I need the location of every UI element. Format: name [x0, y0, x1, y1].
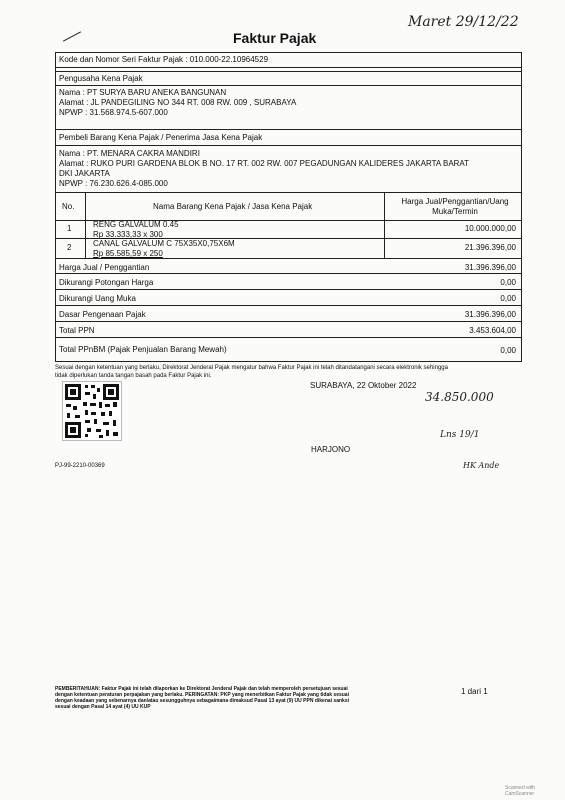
summary-ppnbm: Total PPnBM (Pajak Penjualan Barang Mewah) 0,00: [59, 345, 516, 355]
pembeli-nama: Nama : PT. MENARA CAKRA MANDIRI: [59, 149, 200, 158]
footer-notice: PEMBERITAHUAN: Faktur Pajak ini telah dilaporkan ke Direktorat Jenderal Pajak dan telah memperoleh persetujuan sesuai dengan ketentuan peraturan perpajakan yang berlaku. PERINGATAN: PKP yang menerbitkan Faktur Pajak yang tidak sesuai dengan keadaan yang sebenarnya dan/atau sesungguhnya sebagaimana dimaksud Pasal 13 ayat (9) UU PPN dikenai sanksi sesuai dengan Pasal 14 ayat (4) UU KUP: [55, 686, 349, 710]
col-no: No.: [62, 202, 75, 211]
pembeli-alamat: Alamat : RUKO PURI GARDENA BLOK B NO. 17 RT. 002 RW. 007 PEGADUNGAN KALIDERES JAKARTA BARAT: [59, 159, 470, 168]
qr-code: [62, 381, 122, 441]
pen-mark: [63, 31, 81, 41]
qr-code-icon: [63, 382, 121, 440]
reference-number: PJ-99-2210-00369: [55, 463, 105, 469]
summary-ppn: Total PPN 3.453.604,00: [55, 322, 522, 338]
pkp-npwp: NPWP : 31.568.974.5-607.000: [59, 108, 168, 117]
pembeli-npwp: NPWP : 76.230.626.4-085.000: [59, 179, 168, 188]
pkp-bottom-border: [55, 118, 522, 130]
pkp-alamat: Alamat : JL PANDEGILING NO 344 RT. 008 RW. 009 , SURABAYA: [59, 98, 297, 107]
table-row: 2 CANAL GALVALUM C 75X35X0,75X6M Rp 85.585,59 x 250 21.396.396,00: [67, 239, 516, 258]
summary-harga-jual: Harga Jual / Penggantian 31.396.396,00: [55, 258, 522, 274]
pembeli-header: Pembeli Barang Kena Pajak / Penerima Jasa Kena Pajak: [55, 130, 522, 146]
kode-text: Kode dan Nomor Seri Faktur Pajak : 010.000-22.10964529: [59, 55, 269, 64]
handwritten-note: Lns 19/1: [440, 430, 480, 440]
kode-row: [55, 52, 522, 68]
table-row: 1 RENG GALVALUM 0.45 Rp 33.333,33 x 300 10.000.000,00: [55, 220, 522, 239]
items-table: [55, 193, 522, 258]
signer-name: HARJONO: [311, 445, 351, 454]
summary-potongan: Dikurangi Potongan Harga 0,00: [55, 274, 522, 290]
pembeli-alamat-2: DKI JAKARTA: [59, 169, 110, 178]
handwritten-date: Maret 29/12/22: [408, 14, 519, 30]
scanner-watermark: Scanned with CamScanner: [505, 785, 536, 797]
place-date: SURABAYA, 22 Oktober 2022: [310, 381, 417, 390]
summary-uang-muka: Dikurangi Uang Muka 0,00: [55, 290, 522, 306]
handwritten-initials: HK Ande: [463, 461, 500, 470]
summary-dpp: Dasar Pengenaan Pajak 31.396.396,00: [55, 306, 522, 322]
pkp-header: Pengusaha Kena Pajak: [55, 72, 522, 86]
pkp-nama: Nama : PT SURYA BARU ANEKA BANGUNAN: [59, 88, 227, 97]
col-harga: Harga Jual/Penggantian/Uang Muka/Termin: [401, 197, 509, 216]
handwritten-amount: 34.850.000: [425, 390, 494, 404]
page-title: Faktur Pajak: [233, 30, 317, 46]
col-nama: Nama Barang Kena Pajak / Jasa Kena Pajak: [153, 202, 313, 211]
disclaimer: Sesuai dengan ketentuan yang berlaku, Direktorat Jenderal Pajak mengatur bahwa Faktur Pajak ini telah ditandatangani secara elektronik sehingga tidak diperlukan tanda tangan basah pada Faktur Pajak ini.: [55, 365, 448, 379]
pembeli-bottom-border: [55, 180, 522, 193]
pkp-details: [59, 88, 296, 118]
table-header: [55, 193, 522, 221]
page-number: 1 dari 1: [461, 687, 488, 696]
